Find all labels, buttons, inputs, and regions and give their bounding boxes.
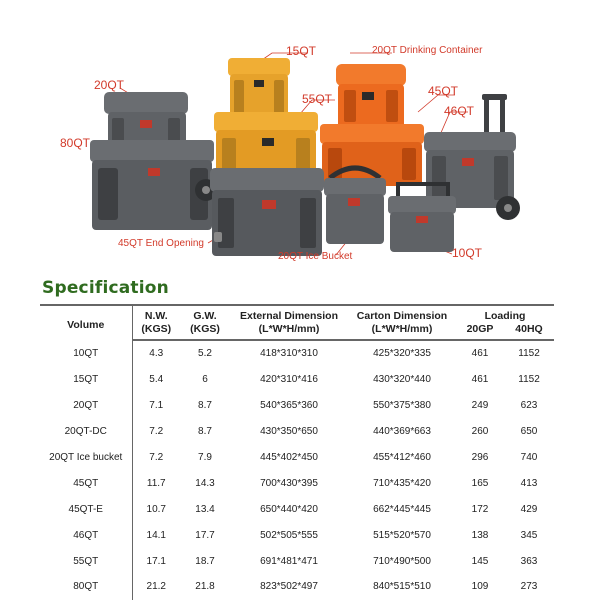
cell-gp20: 145 bbox=[471, 555, 489, 567]
cell-ext: 823*502*497 bbox=[260, 581, 318, 593]
cell-nw: 14.1 bbox=[146, 529, 166, 541]
callout-46qt: 46QT bbox=[444, 104, 475, 118]
cell-ext: 650*440*420 bbox=[260, 503, 318, 515]
cell-nw: 7.2 bbox=[149, 426, 164, 438]
cell-ext: 691*481*471 bbox=[260, 555, 318, 567]
cell-carton: 430*320*440 bbox=[373, 374, 431, 386]
cell-carton: 455*412*460 bbox=[373, 452, 431, 463]
cell-nw: 21.2 bbox=[146, 581, 166, 593]
cell-nw: 10.7 bbox=[146, 503, 166, 515]
specification-table bbox=[40, 304, 554, 600]
cell-carton: 550*375*380 bbox=[373, 400, 431, 412]
cell-gp20: 461 bbox=[471, 348, 489, 360]
cooler-20qt-ice-bucket bbox=[324, 168, 386, 244]
cell-gp20: 172 bbox=[471, 503, 489, 515]
header-gw-unit: (KGS) bbox=[180, 323, 230, 340]
table-row bbox=[40, 393, 554, 419]
cell-hq40: 363 bbox=[520, 555, 538, 567]
header-loading: Loading bbox=[456, 305, 554, 323]
cell-gw: 6 bbox=[202, 374, 208, 386]
cell-gp20: 461 bbox=[471, 374, 489, 386]
cell-volume: 55QT bbox=[40, 548, 132, 574]
header-volume: Volume bbox=[40, 305, 132, 340]
table-row bbox=[40, 496, 554, 522]
cell-hq40: 273 bbox=[520, 581, 538, 593]
cell-volume: 80QT bbox=[40, 574, 132, 600]
cell-volume: 20QT bbox=[40, 393, 132, 419]
cell-hq40: 1152 bbox=[518, 374, 540, 386]
cell-hq40: 345 bbox=[520, 529, 538, 541]
header-carton-dimension: Carton Dimension bbox=[348, 305, 456, 323]
callout-15qt: 15QT bbox=[286, 44, 317, 58]
cell-nw: 7.1 bbox=[149, 400, 164, 412]
cell-gw: 5.2 bbox=[198, 348, 212, 360]
cell-hq40: 429 bbox=[520, 503, 538, 515]
cell-carton: 710*435*420 bbox=[373, 477, 431, 489]
cell-carton: 515*520*570 bbox=[373, 529, 431, 541]
table-row bbox=[40, 470, 554, 496]
header-20gp: 20GP bbox=[456, 323, 504, 340]
cell-gw: 8.7 bbox=[198, 400, 212, 412]
cell-gp20: 109 bbox=[471, 581, 489, 593]
cell-gp20: 165 bbox=[471, 477, 489, 489]
cell-gp20: 138 bbox=[471, 529, 489, 541]
header-carton-unit: (L*W*H/mm) bbox=[348, 323, 456, 340]
callout-80qt: 80QT bbox=[60, 136, 91, 150]
cell-carton: 662*445*445 bbox=[373, 503, 431, 515]
cell-nw: 11.7 bbox=[146, 477, 166, 489]
cell-hq40: 413 bbox=[520, 477, 538, 489]
cell-volume: 15QT bbox=[40, 367, 132, 393]
cell-volume: 20QT Ice bucket bbox=[40, 445, 132, 471]
cell-volume: 46QT bbox=[40, 522, 132, 548]
cell-ext: 502*505*555 bbox=[260, 529, 318, 541]
cell-hq40: 740 bbox=[520, 452, 538, 463]
callout-55qt: 55QT bbox=[302, 92, 333, 106]
cell-volume: 45QT bbox=[40, 470, 132, 496]
cooler-20qt-drinking-container bbox=[336, 64, 406, 128]
cell-hq40: 623 bbox=[520, 400, 538, 412]
cell-nw: 5.4 bbox=[149, 374, 164, 386]
callout-45qt: 45QT bbox=[428, 84, 459, 98]
header-nw: N.W. bbox=[132, 305, 180, 323]
callout-20qt: 20QT bbox=[94, 78, 125, 92]
header-nw-unit: (KGS) bbox=[132, 323, 180, 340]
table-row bbox=[40, 340, 554, 367]
cell-ext: 700*430*395 bbox=[260, 477, 318, 489]
table-row bbox=[40, 574, 554, 600]
cell-volume: 10QT bbox=[40, 340, 132, 367]
cell-gw: 18.7 bbox=[195, 555, 215, 567]
cell-hq40: 1152 bbox=[518, 348, 540, 360]
cell-gw: 13.4 bbox=[195, 503, 215, 515]
cell-nw: 17.1 bbox=[146, 555, 166, 567]
callout-20qt-ice-bucket: 20QT Ice Bucket bbox=[278, 251, 353, 262]
cell-carton: 710*490*500 bbox=[373, 555, 431, 567]
header-external-unit: (L*W*H/mm) bbox=[230, 323, 348, 340]
cell-carton: 840*515*510 bbox=[373, 581, 431, 593]
cell-gw: 7.9 bbox=[198, 452, 212, 463]
header-40hq: 40HQ bbox=[504, 323, 554, 340]
cell-hq40: 650 bbox=[520, 426, 538, 438]
cell-carton: 440*369*663 bbox=[373, 426, 431, 438]
cell-carton: 425*320*335 bbox=[373, 348, 431, 360]
cell-ext: 418*310*310 bbox=[260, 348, 318, 360]
cooler-45qt-end-opening bbox=[210, 168, 324, 256]
cooler-80qt bbox=[90, 140, 217, 230]
cell-ext: 445*402*450 bbox=[260, 452, 318, 463]
table-header-row bbox=[40, 305, 554, 323]
cell-gp20: 296 bbox=[471, 452, 489, 463]
callout-10qt: 10QT bbox=[452, 246, 483, 260]
callout-45qt-end-opening: 45QT End Opening bbox=[118, 238, 204, 249]
header-gw: G.W. bbox=[180, 305, 230, 323]
callout-20qt-drinking-container: 20QT Drinking Container bbox=[372, 45, 483, 56]
table-row bbox=[40, 522, 554, 548]
cell-volume: 20QT-DC bbox=[40, 419, 132, 445]
cell-nw: 7.2 bbox=[149, 452, 164, 463]
cell-gp20: 260 bbox=[471, 426, 489, 438]
cell-ext: 430*350*650 bbox=[260, 426, 318, 438]
cell-nw: 4.3 bbox=[149, 348, 164, 360]
table-row bbox=[40, 419, 554, 445]
cell-gw: 8.7 bbox=[198, 426, 212, 438]
cell-ext: 540*365*360 bbox=[260, 400, 318, 412]
cell-gw: 14.3 bbox=[195, 477, 215, 489]
cooler-product-photo bbox=[0, 0, 600, 270]
cell-ext: 420*310*416 bbox=[260, 374, 318, 386]
table-row bbox=[40, 548, 554, 574]
table-row bbox=[40, 445, 554, 471]
specification-title: Specification bbox=[42, 278, 169, 298]
cell-gw: 21.8 bbox=[195, 581, 215, 593]
cell-gw: 17.7 bbox=[195, 529, 215, 541]
table-body bbox=[40, 340, 554, 600]
cell-volume: 45QT-E bbox=[40, 496, 132, 522]
table-row bbox=[40, 367, 554, 393]
cell-gp20: 249 bbox=[471, 400, 489, 412]
header-external-dimension: External Dimension bbox=[230, 305, 348, 323]
